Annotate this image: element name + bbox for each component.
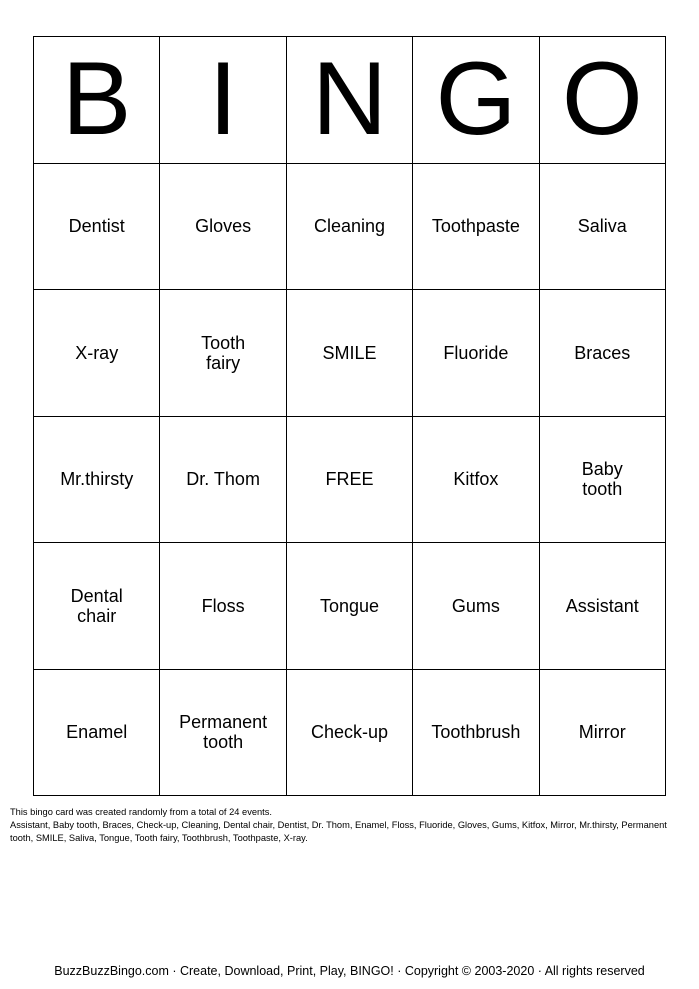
- bingo-cell: [287, 543, 413, 670]
- header-letter: N: [311, 40, 388, 157]
- footer-copyright: BuzzBuzzBingo.com · Create, Download, Print, Play, BINGO! · Copyright © 2003-2020 · All rights reserved: [54, 964, 645, 978]
- cell-text: SMILE: [322, 342, 377, 363]
- cell-text: Tooth fairy: [201, 332, 246, 373]
- bingo-cell: [413, 670, 539, 797]
- bingo-cell: [160, 417, 286, 544]
- cell-text: Gums: [451, 595, 500, 616]
- header-letter-o: [540, 37, 666, 164]
- header-letter-n: [287, 37, 413, 164]
- header-letter: B: [62, 40, 132, 157]
- bingo-cell: [287, 290, 413, 417]
- header-letter-b: [34, 37, 160, 164]
- bingo-cell: [413, 290, 539, 417]
- cell-text: Dental chair: [70, 585, 123, 626]
- bingo-cell: [413, 543, 539, 670]
- header-letter: I: [208, 40, 238, 157]
- card-note: [10, 806, 690, 845]
- cell-text: Cleaning: [313, 216, 386, 237]
- cell-text: X-ray: [75, 342, 119, 363]
- bingo-cell: [287, 164, 413, 291]
- cell-text: Braces: [574, 342, 631, 363]
- cell-text: Kitfox: [453, 469, 499, 490]
- bingo-cell: [160, 290, 286, 417]
- bingo-cell: [160, 670, 286, 797]
- bingo-cell: [34, 417, 160, 544]
- cell-text: Mirror: [578, 722, 626, 743]
- cell-text: Dr. Thom: [186, 469, 260, 490]
- bingo-cell: [540, 417, 666, 544]
- header-letter-i: [160, 37, 286, 164]
- note-summary: This bingo card was created randomly from a total of 24 events.: [10, 807, 272, 817]
- note-word-list: Assistant, Baby tooth, Braces, Check-up, Cleaning, Dental chair, Dentist, Dr. Thom, Enamel, Floss, Fluoride, Gloves, Gums, Kitfox, Mirror, Mr.thirsty, Permanent tooth, SMILE, Saliva, Tongue, Tooth fairy, Toothbrush, Toothpaste, X-ray.: [10, 820, 667, 843]
- bingo-card: [33, 36, 666, 796]
- bingo-cell: [413, 417, 539, 544]
- bingo-cell: [540, 290, 666, 417]
- bingo-cell: [160, 164, 286, 291]
- header-letter: G: [435, 40, 517, 157]
- cell-text: FREE: [325, 469, 374, 490]
- cell-text: Fluoride: [443, 342, 509, 363]
- header-letter-g: [413, 37, 539, 164]
- header-letter: O: [561, 40, 643, 157]
- cell-text: Permanent tooth: [179, 712, 268, 753]
- bingo-cell: [413, 164, 539, 291]
- cell-text: Dentist: [68, 216, 125, 237]
- bingo-cell: [34, 670, 160, 797]
- cell-text: Check-up: [310, 722, 389, 743]
- bingo-cell: [540, 670, 666, 797]
- free-space-cell: [287, 417, 413, 544]
- cell-text: Enamel: [66, 722, 128, 743]
- cell-text: Saliva: [577, 216, 627, 237]
- bingo-cell: [160, 543, 286, 670]
- cell-text: Toothbrush: [431, 722, 521, 743]
- bingo-cell: [34, 543, 160, 670]
- cell-text: Tongue: [319, 595, 380, 616]
- cell-text: Baby tooth: [581, 459, 623, 500]
- cell-text: Toothpaste: [431, 216, 520, 237]
- bingo-cell: [540, 164, 666, 291]
- bingo-cell: [540, 543, 666, 670]
- bingo-cell: [34, 164, 160, 291]
- cell-text: Floss: [201, 595, 245, 616]
- cell-text: Assistant: [565, 595, 639, 616]
- bingo-cell: [287, 670, 413, 797]
- cell-text: Gloves: [195, 216, 252, 237]
- bingo-cell: [34, 290, 160, 417]
- cell-text: Mr.thirsty: [60, 469, 134, 490]
